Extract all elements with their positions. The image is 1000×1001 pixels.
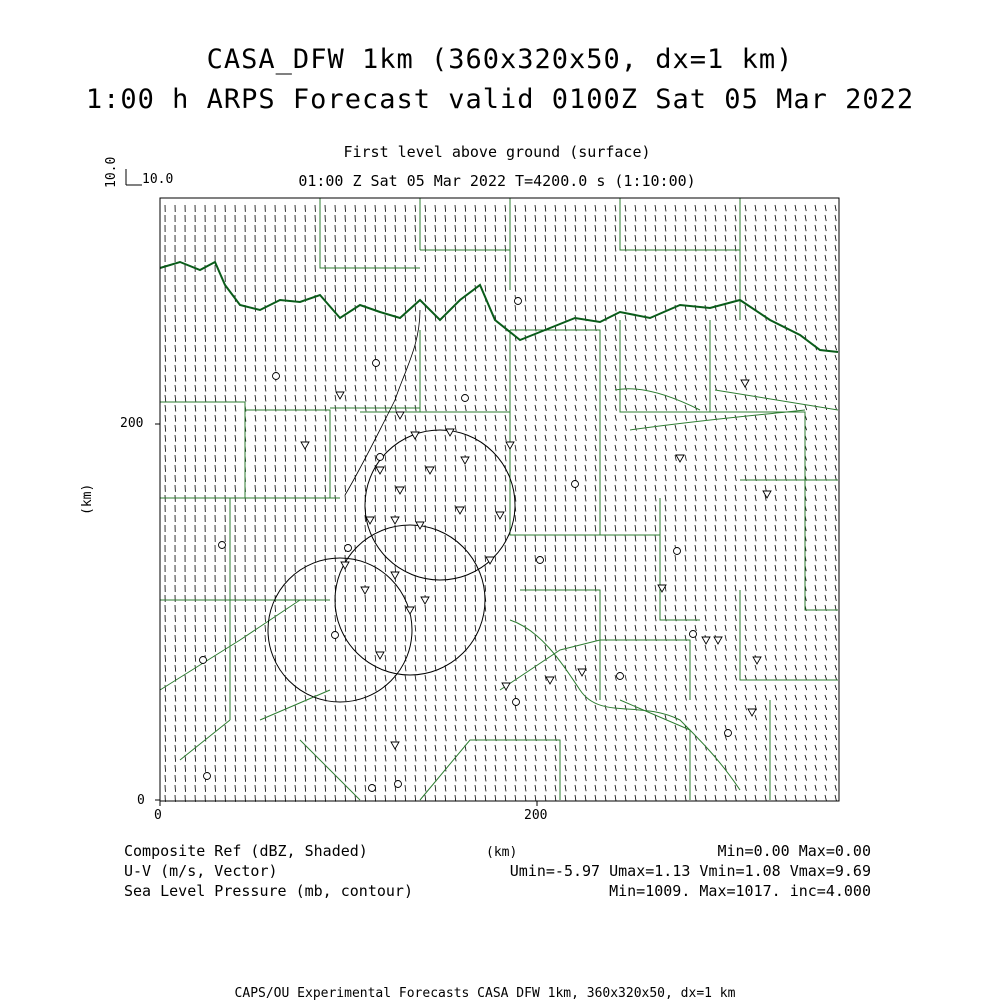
- legend-reflectivity-label: Composite Ref (dBZ, Shaded): [124, 842, 368, 860]
- legend-pressure-range: Min=1009. Max=1017. inc=4.000: [609, 882, 871, 900]
- vector-key-icon: [126, 169, 142, 185]
- vector-key-vertical-label: 10.0: [104, 156, 119, 188]
- legend-wind-range: Umin=-5.97 Umax=1.13 Vmin=1.08 Vmax=9.69: [509, 862, 871, 880]
- y-tick-0: 0: [137, 793, 145, 808]
- x-tick-200: 200: [524, 808, 548, 823]
- map-title: CASA_DFW 1km (360x320x50, dx=1 km): [206, 44, 794, 75]
- wind-vector-field: [165, 205, 837, 802]
- legend-reflectivity-range: Min=0.00 Max=0.00: [717, 842, 871, 860]
- legend-wind-label: U-V (m/s, Vector): [124, 862, 278, 880]
- x-tick-0: 0: [154, 808, 162, 823]
- plot-frame: [160, 198, 839, 801]
- vector-key-horizontal-label: 10.0: [142, 172, 174, 187]
- valid-time-label: 01:00 Z Sat 05 Mar 2022 T=4200.0 s (1:10:00): [298, 172, 696, 190]
- y-axis-label: (km): [80, 483, 95, 515]
- state-border: [160, 262, 838, 352]
- legend-pressure-label: Sea Level Pressure (mb, contour): [124, 882, 413, 900]
- level-label: First level above ground (surface): [343, 143, 651, 161]
- footer-credit: CAPS/OU Experimental Forecasts CASA DFW 1km, 360x320x50, dx=1 km: [234, 986, 736, 1001]
- forecast-title: 1:00 h ARPS Forecast valid 0100Z Sat 05 Mar 2022: [85, 84, 915, 115]
- y-tick-200: 200: [120, 416, 144, 431]
- x-axis-label: (km): [486, 845, 518, 860]
